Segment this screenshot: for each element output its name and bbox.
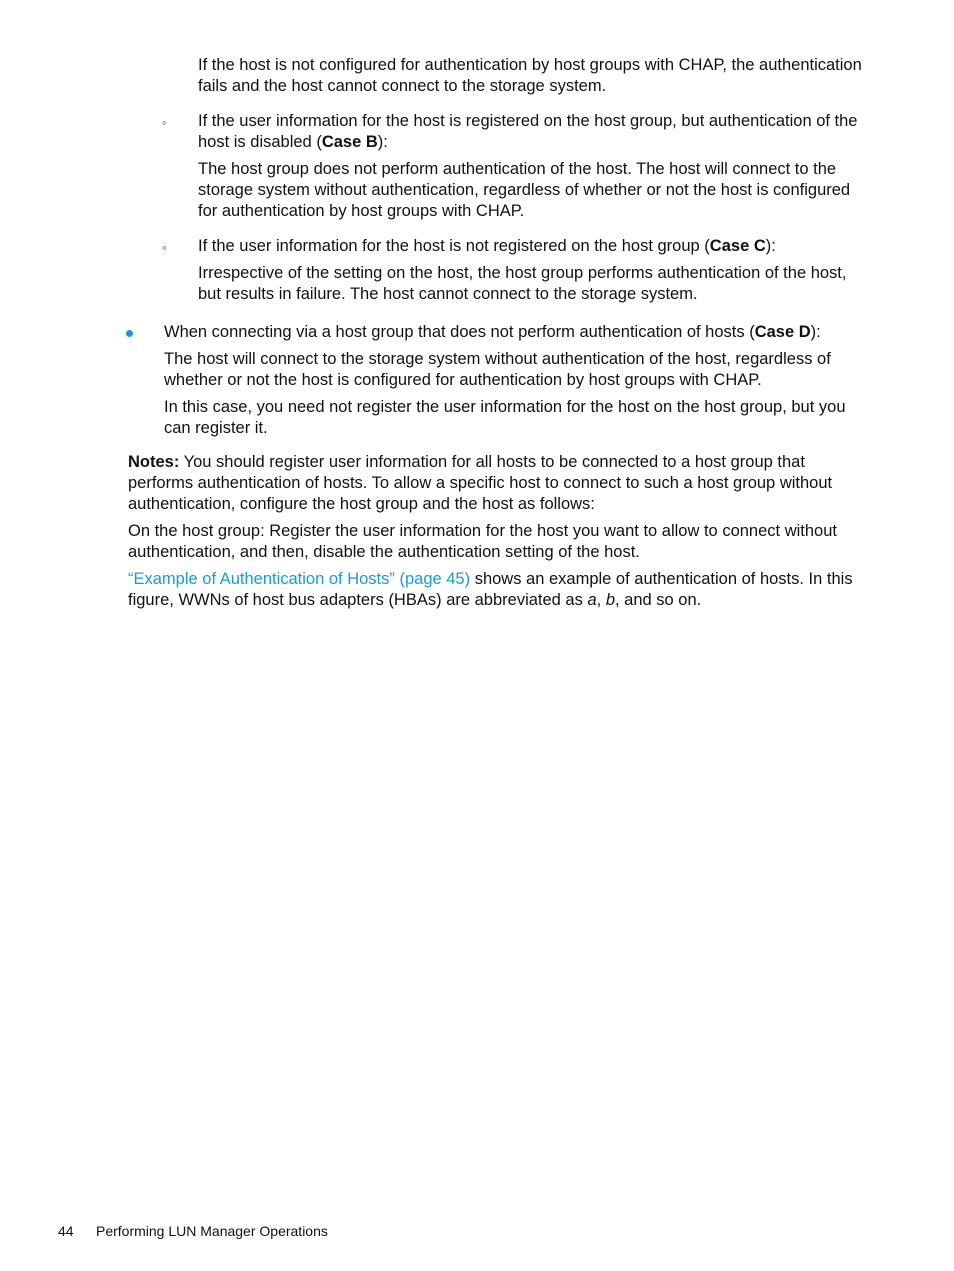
- case-b-detail: The host group does not perform authentication of the host. The host will connect to the storage system without authentication, regardless of whether or not the host is configured for authentication by host groups with CHAP.: [198, 160, 851, 220]
- sub-bullet-icon: ◦: [162, 115, 167, 130]
- footer-section-title: Performing LUN Manager Operations: [96, 1223, 328, 1239]
- case-d-item: When connecting via a host group that does not perform authentication of hosts (Case D):: [164, 323, 821, 341]
- notes-paragraph: Notes: You should register user information for all hosts to be connected to a host group that performs authentication of hosts. To allow a specific host to connect to such a host group without authentication, configure the host group and the host as follows:: [128, 453, 833, 513]
- case-b-item: If the user information for the host is registered on the host group, but authentication of the host is disabled (Case B):: [198, 112, 858, 151]
- case-a-failure-text: If the host is not configured for authentication by host groups with CHAP, the authentication fails and the host cannot connect to the storage system.: [198, 56, 862, 95]
- sub-bullet-icon: ◦: [162, 240, 167, 255]
- figure-link[interactable]: “Example of Authentication of Hosts” (page 45): [128, 570, 471, 588]
- host-group-paragraph: On the host group: Register the user information for the host you want to allow to connect without authentication, and then, disable the authentication setting of the host.: [128, 522, 837, 561]
- case-b-label: Case B: [321, 133, 378, 151]
- page-number: 44: [58, 1223, 74, 1239]
- case-c-detail: Irrespective of the setting on the host, the host group performs authentication of the host, but results in failure. The host cannot connect to the storage system.: [198, 264, 847, 303]
- case-d-label: Case D: [754, 323, 811, 341]
- case-d-detail: The host will connect to the storage system without authentication of the host, regardless of whether or not the host is configured for authentication by host groups with CHAP.: [164, 350, 831, 389]
- figure-reference-paragraph: “Example of Authentication of Hosts” (page 45) shows an example of authentication of hosts. In this figure, WWNs of host bus adapters (HBAs) are abbreviated as a, b, and so on.: [128, 570, 853, 609]
- case-d-register-note: In this case, you need not register the user information for the host on the host group, but you can register it.: [164, 398, 846, 437]
- case-c-item: If the user information for the host is not registered on the host group (Case C):: [198, 237, 776, 255]
- case-c-label: Case C: [709, 237, 766, 255]
- bullet-icon: [126, 330, 133, 337]
- notes-label: Notes:: [128, 453, 180, 471]
